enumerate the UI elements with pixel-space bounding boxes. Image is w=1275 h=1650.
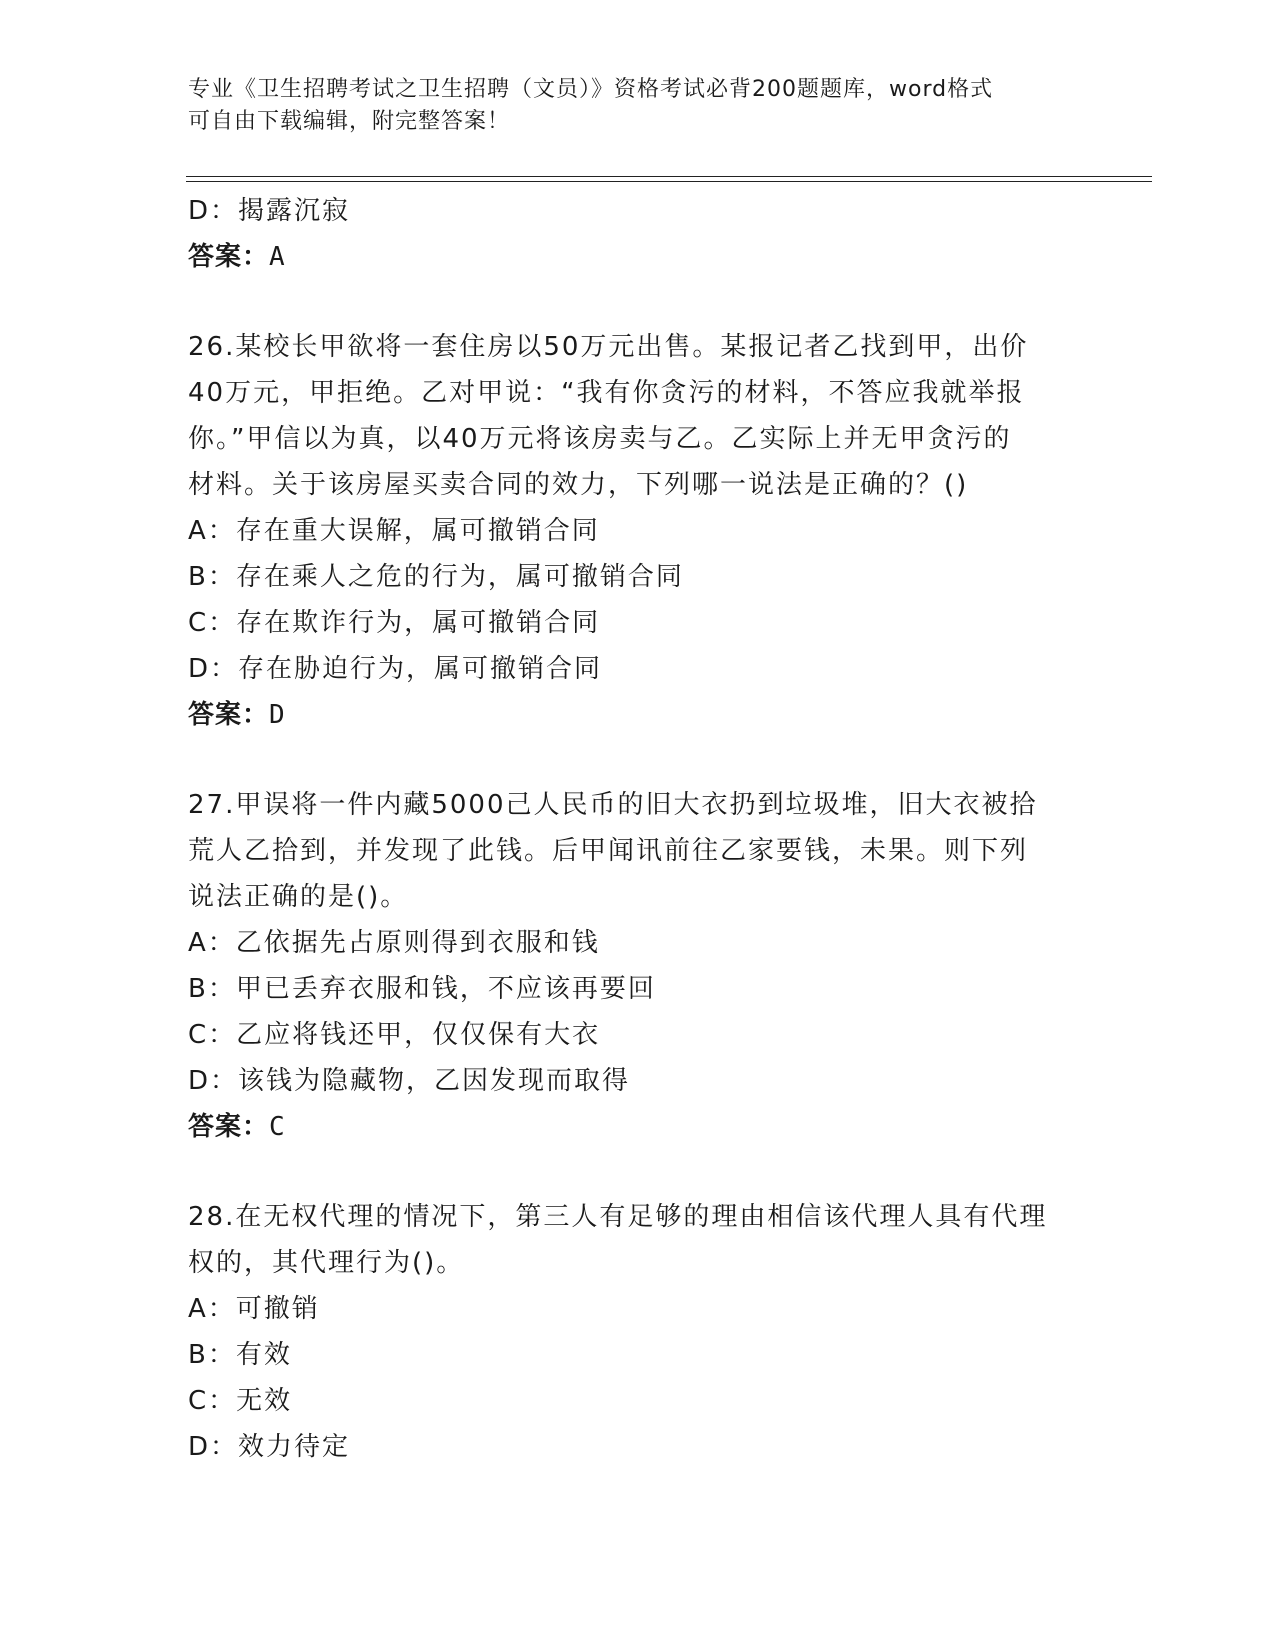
question-28-line-2: 权的，其代理行为()。 <box>188 1248 465 1278</box>
question-27-option-b: B：甲已丢弃衣服和钱，不应该再要回 <box>188 974 656 1004</box>
question-26-option-b: B：存在乘人之危的行为，属可撤销合同 <box>188 562 684 592</box>
question-27-answer <box>188 1104 1088 1150</box>
question-28-option-d: D：效力待定 <box>188 1432 351 1462</box>
question-26-line-4: 材料。关于该房屋买卖合同的效力，下列哪一说法是正确的？() <box>188 470 969 500</box>
question-26-answer <box>188 692 1088 738</box>
header-divider-bottom <box>186 181 1152 182</box>
page-header <box>188 74 1068 138</box>
header-line-2: 可自由下载编辑，附完整答案！ <box>188 109 511 134</box>
question-28-line-1: 28.在无权代理的情况下，第三人有足够的理由相信该代理人具有代理 <box>188 1202 1048 1232</box>
question-26-option-a: A：存在重大误解，属可撤销合同 <box>188 516 600 546</box>
prev-option-d: D：揭露沉寂 <box>188 196 351 226</box>
question-26-option-c: C：存在欺诈行为，属可撤销合同 <box>188 608 601 638</box>
header-divider-top <box>186 176 1152 177</box>
question-26-option-d: D：存在胁迫行为，属可撤销合同 <box>188 654 603 684</box>
question-26 <box>188 324 1088 738</box>
answer-value: C <box>269 1112 286 1142</box>
question-28-option-a: A：可撤销 <box>188 1294 320 1324</box>
question-27-option-d: D：该钱为隐藏物，乙因发现而取得 <box>188 1066 631 1096</box>
answer-label: 答案： <box>188 242 270 272</box>
question-28-option-c: C：无效 <box>188 1386 293 1416</box>
answer-label: 答案： <box>188 700 270 730</box>
question-26-line-2: 40万元，甲拒绝。乙对甲说：“我有你贪污的材料，不答应我就举报 <box>188 378 1025 408</box>
question-27-line-2: 荒人乙拾到，并发现了此钱。后甲闻讯前往乙家要钱，未果。则下列 <box>188 836 1029 866</box>
question-27-option-c: C：乙应将钱还甲，仅仅保有大衣 <box>188 1020 601 1050</box>
question-26-line-3: 你。”甲信以为真，以40万元将该房卖与乙。乙实际上并无甲贪污的 <box>188 424 1012 454</box>
question-28 <box>188 1194 1088 1470</box>
spacer <box>188 1150 1088 1194</box>
question-26-line-1: 26.某校长甲欲将一套住房以50万元出售。某报记者乙找到甲，出价 <box>188 332 1029 362</box>
answer-label: 答案： <box>188 1112 270 1142</box>
spacer <box>188 280 1088 324</box>
prev-answer <box>188 234 1088 280</box>
question-27-option-a: A：乙依据先占原则得到衣服和钱 <box>188 928 600 958</box>
question-27-line-1: 27.甲误将一件内藏5000己人民币的旧大衣扔到垃圾堆，旧大衣被拾 <box>188 790 1038 820</box>
spacer <box>188 738 1088 782</box>
header-line-1: 专业《卫生招聘考试之卫生招聘（文员）》资格考试必背200题题库，word格式 <box>188 77 994 102</box>
answer-value: D <box>269 700 286 730</box>
question-27-line-3: 说法正确的是()。 <box>188 882 409 912</box>
question-28-option-b: B：有效 <box>188 1340 292 1370</box>
question-27 <box>188 782 1088 1150</box>
question-content <box>188 188 1088 1470</box>
answer-value: A <box>269 242 286 272</box>
